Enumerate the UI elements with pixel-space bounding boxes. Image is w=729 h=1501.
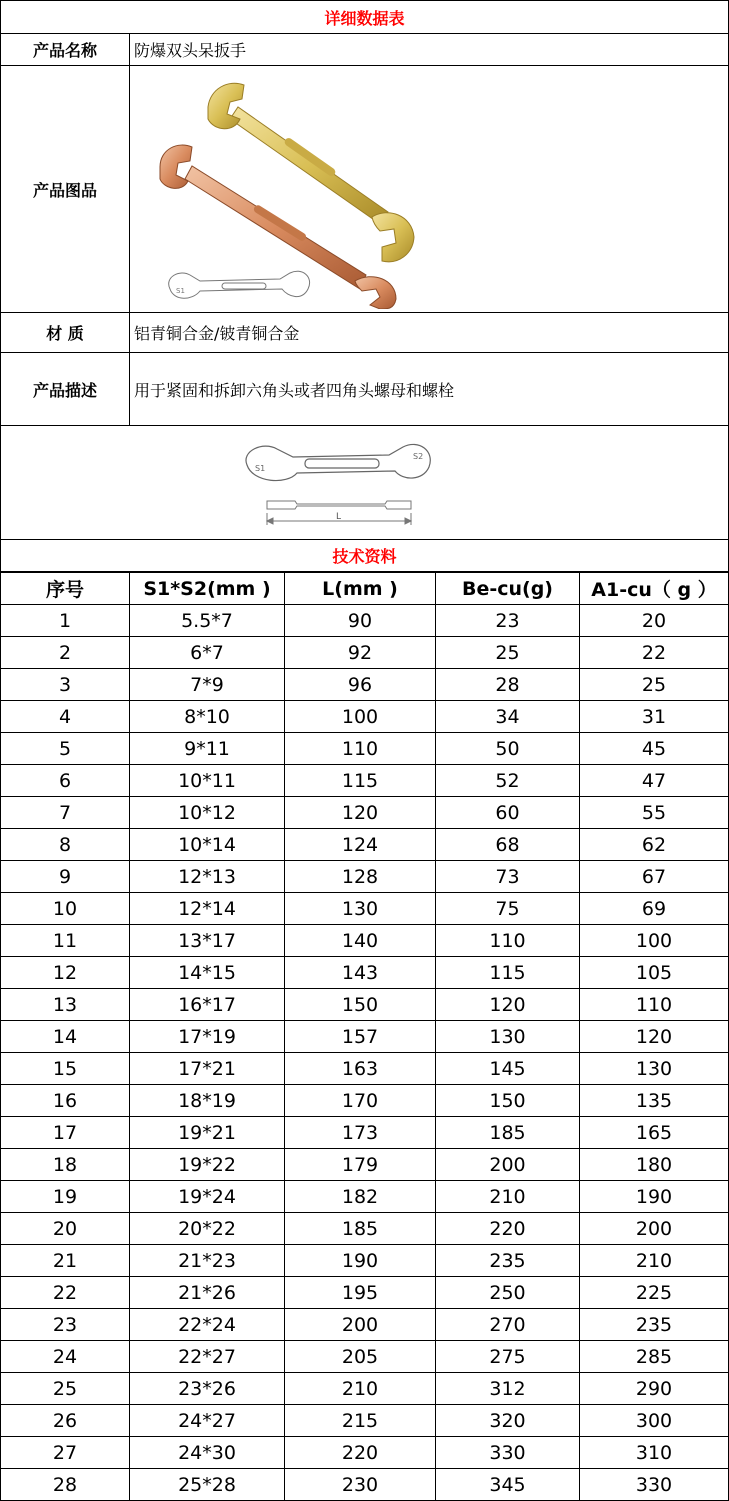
cell-alcu-weight: 31 (580, 701, 729, 733)
product-info-table (0, 0, 729, 572)
wrench-outline (246, 444, 430, 480)
cell-length: 173 (285, 1117, 436, 1149)
cell-becu-weight: 220 (436, 1213, 580, 1245)
diagram-s1-label: S1 (255, 463, 266, 473)
table-row (1, 637, 729, 669)
cell-size: 16*17 (130, 989, 285, 1021)
table-row (1, 605, 729, 637)
table-row (1, 669, 729, 701)
cell-seq: 9 (1, 861, 130, 893)
cell-becu-weight: 345 (436, 1469, 580, 1501)
cell-alcu-weight: 100 (580, 925, 729, 957)
table-row (1, 1373, 729, 1405)
header-becu-weight: Be-cu(g) (436, 573, 580, 605)
cell-seq: 19 (1, 1181, 130, 1213)
cell-seq: 7 (1, 797, 130, 829)
table-row (1, 1117, 729, 1149)
cell-seq: 15 (1, 1053, 130, 1085)
cell-length: 150 (285, 989, 436, 1021)
cell-becu-weight: 275 (436, 1341, 580, 1373)
table-row (1, 1437, 729, 1469)
cell-length: 182 (285, 1181, 436, 1213)
cell-becu-weight: 52 (436, 765, 580, 797)
cell-seq: 23 (1, 1309, 130, 1341)
cell-length: 163 (285, 1053, 436, 1085)
cell-becu-weight: 23 (436, 605, 580, 637)
table-row (1, 1213, 729, 1245)
table-row (1, 701, 729, 733)
cell-alcu-weight: 210 (580, 1245, 729, 1277)
sheet-title: 详细数据表 (1, 1, 729, 34)
cell-size: 23*26 (130, 1373, 285, 1405)
table-row (1, 1021, 729, 1053)
cell-becu-weight: 145 (436, 1053, 580, 1085)
cell-size: 24*30 (130, 1437, 285, 1469)
cell-seq: 27 (1, 1437, 130, 1469)
copper-wrench (160, 145, 396, 309)
cell-length: 140 (285, 925, 436, 957)
table-row (1, 1181, 729, 1213)
cell-length: 90 (285, 605, 436, 637)
cell-alcu-weight: 330 (580, 1469, 729, 1501)
cell-alcu-weight: 130 (580, 1053, 729, 1085)
cell-size: 17*21 (130, 1053, 285, 1085)
table-row (1, 1341, 729, 1373)
table-row (1, 1053, 729, 1085)
cell-length: 128 (285, 861, 436, 893)
cell-alcu-weight: 310 (580, 1437, 729, 1469)
header-alcu-weight: A1-cu（ g ） (580, 573, 729, 605)
table-row (1, 1245, 729, 1277)
table-row (1, 829, 729, 861)
header-seq: 序号 (1, 573, 130, 605)
cell-seq: 2 (1, 637, 130, 669)
cell-seq: 24 (1, 1341, 130, 1373)
cell-length: 130 (285, 893, 436, 925)
cell-seq: 22 (1, 1277, 130, 1309)
cell-becu-weight: 68 (436, 829, 580, 861)
cell-length: 110 (285, 733, 436, 765)
sketch-label-s1: S1 (176, 287, 185, 295)
material-label: 材 质 (1, 313, 130, 353)
cell-length: 190 (285, 1245, 436, 1277)
cell-seq: 4 (1, 701, 130, 733)
table-row (1, 765, 729, 797)
cell-alcu-weight: 69 (580, 893, 729, 925)
cell-becu-weight: 312 (436, 1373, 580, 1405)
cell-seq: 6 (1, 765, 130, 797)
cell-seq: 28 (1, 1469, 130, 1501)
cell-seq: 11 (1, 925, 130, 957)
table-row (1, 1309, 729, 1341)
table-row (1, 1405, 729, 1437)
description-label: 产品描述 (1, 353, 130, 426)
table-row (1, 1085, 729, 1117)
cell-length: 100 (285, 701, 436, 733)
cell-alcu-weight: 135 (580, 1085, 729, 1117)
table-row (1, 797, 729, 829)
cell-size: 19*24 (130, 1181, 285, 1213)
cell-alcu-weight: 55 (580, 797, 729, 829)
cell-size: 25*28 (130, 1469, 285, 1501)
cell-becu-weight: 115 (436, 957, 580, 989)
cell-alcu-weight: 62 (580, 829, 729, 861)
cell-size: 6*7 (130, 637, 285, 669)
cell-length: 195 (285, 1277, 436, 1309)
cell-seq: 17 (1, 1117, 130, 1149)
cell-length: 120 (285, 797, 436, 829)
table-row (1, 1469, 729, 1501)
cell-size: 17*19 (130, 1021, 285, 1053)
cell-seq: 20 (1, 1213, 130, 1245)
cell-alcu-weight: 235 (580, 1309, 729, 1341)
cell-length: 143 (285, 957, 436, 989)
cell-length: 205 (285, 1341, 436, 1373)
cell-size: 12*14 (130, 893, 285, 925)
cell-seq: 5 (1, 733, 130, 765)
cell-becu-weight: 270 (436, 1309, 580, 1341)
cell-seq: 25 (1, 1373, 130, 1405)
wrench-sketch (169, 271, 310, 298)
cell-length: 96 (285, 669, 436, 701)
cell-becu-weight: 34 (436, 701, 580, 733)
cell-alcu-weight: 22 (580, 637, 729, 669)
cell-size: 14*15 (130, 957, 285, 989)
cell-alcu-weight: 105 (580, 957, 729, 989)
cell-size: 10*14 (130, 829, 285, 861)
cell-length: 210 (285, 1373, 436, 1405)
cell-seq: 3 (1, 669, 130, 701)
material-value: 铝青铜合金/铍青铜合金 (130, 313, 729, 353)
cell-becu-weight: 73 (436, 861, 580, 893)
cell-alcu-weight: 225 (580, 1277, 729, 1309)
cell-length: 115 (285, 765, 436, 797)
dimension-diagram-cell (1, 426, 729, 540)
cell-alcu-weight: 300 (580, 1405, 729, 1437)
product-image-label: 产品图品 (1, 66, 130, 313)
cell-alcu-weight: 25 (580, 669, 729, 701)
cell-seq: 14 (1, 1021, 130, 1053)
cell-alcu-weight: 190 (580, 1181, 729, 1213)
cell-alcu-weight: 200 (580, 1213, 729, 1245)
cell-seq: 13 (1, 989, 130, 1021)
cell-becu-weight: 75 (436, 893, 580, 925)
cell-size: 13*17 (130, 925, 285, 957)
cell-size: 8*10 (130, 701, 285, 733)
cell-alcu-weight: 165 (580, 1117, 729, 1149)
cell-size: 5.5*7 (130, 605, 285, 637)
product-image-cell (130, 66, 729, 313)
cell-length: 220 (285, 1437, 436, 1469)
wrench-photo (130, 69, 430, 309)
cell-size: 10*11 (130, 765, 285, 797)
cell-length: 92 (285, 637, 436, 669)
cell-becu-weight: 185 (436, 1117, 580, 1149)
cell-becu-weight: 250 (436, 1277, 580, 1309)
spec-header-row (1, 573, 729, 605)
cell-alcu-weight: 285 (580, 1341, 729, 1373)
cell-becu-weight: 120 (436, 989, 580, 1021)
cell-length: 185 (285, 1213, 436, 1245)
cell-alcu-weight: 120 (580, 1021, 729, 1053)
header-size: S1*S2(mm ) (130, 573, 285, 605)
cell-alcu-weight: 180 (580, 1149, 729, 1181)
spec-section-title: 技术资料 (1, 540, 729, 572)
length-dimension-label: L (336, 511, 342, 522)
cell-size: 22*24 (130, 1309, 285, 1341)
cell-becu-weight: 25 (436, 637, 580, 669)
cell-seq: 21 (1, 1245, 130, 1277)
cell-becu-weight: 200 (436, 1149, 580, 1181)
cell-becu-weight: 60 (436, 797, 580, 829)
product-name-label: 产品名称 (1, 34, 130, 66)
cell-size: 12*13 (130, 861, 285, 893)
cell-alcu-weight: 67 (580, 861, 729, 893)
cell-seq: 10 (1, 893, 130, 925)
cell-size: 19*22 (130, 1149, 285, 1181)
cell-size: 7*9 (130, 669, 285, 701)
cell-seq: 12 (1, 957, 130, 989)
cell-becu-weight: 150 (436, 1085, 580, 1117)
cell-alcu-weight: 290 (580, 1373, 729, 1405)
table-row (1, 1149, 729, 1181)
cell-alcu-weight: 47 (580, 765, 729, 797)
cell-seq: 18 (1, 1149, 130, 1181)
diagram-s2-label: S2 (413, 451, 424, 461)
cell-becu-weight: 235 (436, 1245, 580, 1277)
table-row (1, 861, 729, 893)
cell-length: 170 (285, 1085, 436, 1117)
cell-size: 9*11 (130, 733, 285, 765)
cell-becu-weight: 130 (436, 1021, 580, 1053)
cell-length: 179 (285, 1149, 436, 1181)
cell-alcu-weight: 20 (580, 605, 729, 637)
product-name-value: 防爆双头呆扳手 (130, 34, 729, 66)
cell-becu-weight: 210 (436, 1181, 580, 1213)
table-row (1, 989, 729, 1021)
cell-seq: 8 (1, 829, 130, 861)
cell-seq: 26 (1, 1405, 130, 1437)
table-row (1, 1277, 729, 1309)
cell-size: 24*27 (130, 1405, 285, 1437)
table-row (1, 733, 729, 765)
table-row (1, 925, 729, 957)
cell-becu-weight: 320 (436, 1405, 580, 1437)
cell-seq: 1 (1, 605, 130, 637)
cell-length: 157 (285, 1021, 436, 1053)
cell-becu-weight: 50 (436, 733, 580, 765)
cell-size: 18*19 (130, 1085, 285, 1117)
cell-becu-weight: 28 (436, 669, 580, 701)
cell-size: 19*21 (130, 1117, 285, 1149)
cell-length: 200 (285, 1309, 436, 1341)
table-row (1, 893, 729, 925)
brass-wrench (208, 83, 414, 262)
table-row (1, 957, 729, 989)
description-value: 用于紧固和拆卸六角头或者四角头螺母和螺栓 (130, 353, 729, 426)
cell-size: 21*23 (130, 1245, 285, 1277)
cell-size: 10*12 (130, 797, 285, 829)
cell-size: 21*26 (130, 1277, 285, 1309)
cell-becu-weight: 330 (436, 1437, 580, 1469)
spec-table-body (1, 605, 729, 1501)
cell-length: 124 (285, 829, 436, 861)
cell-becu-weight: 110 (436, 925, 580, 957)
cell-length: 215 (285, 1405, 436, 1437)
cell-size: 20*22 (130, 1213, 285, 1245)
spec-table (0, 572, 729, 1501)
dimension-diagram (1, 427, 727, 539)
cell-seq: 16 (1, 1085, 130, 1117)
cell-length: 230 (285, 1469, 436, 1501)
cell-size: 22*27 (130, 1341, 285, 1373)
header-length: L(mm ) (285, 573, 436, 605)
cell-alcu-weight: 45 (580, 733, 729, 765)
cell-alcu-weight: 110 (580, 989, 729, 1021)
